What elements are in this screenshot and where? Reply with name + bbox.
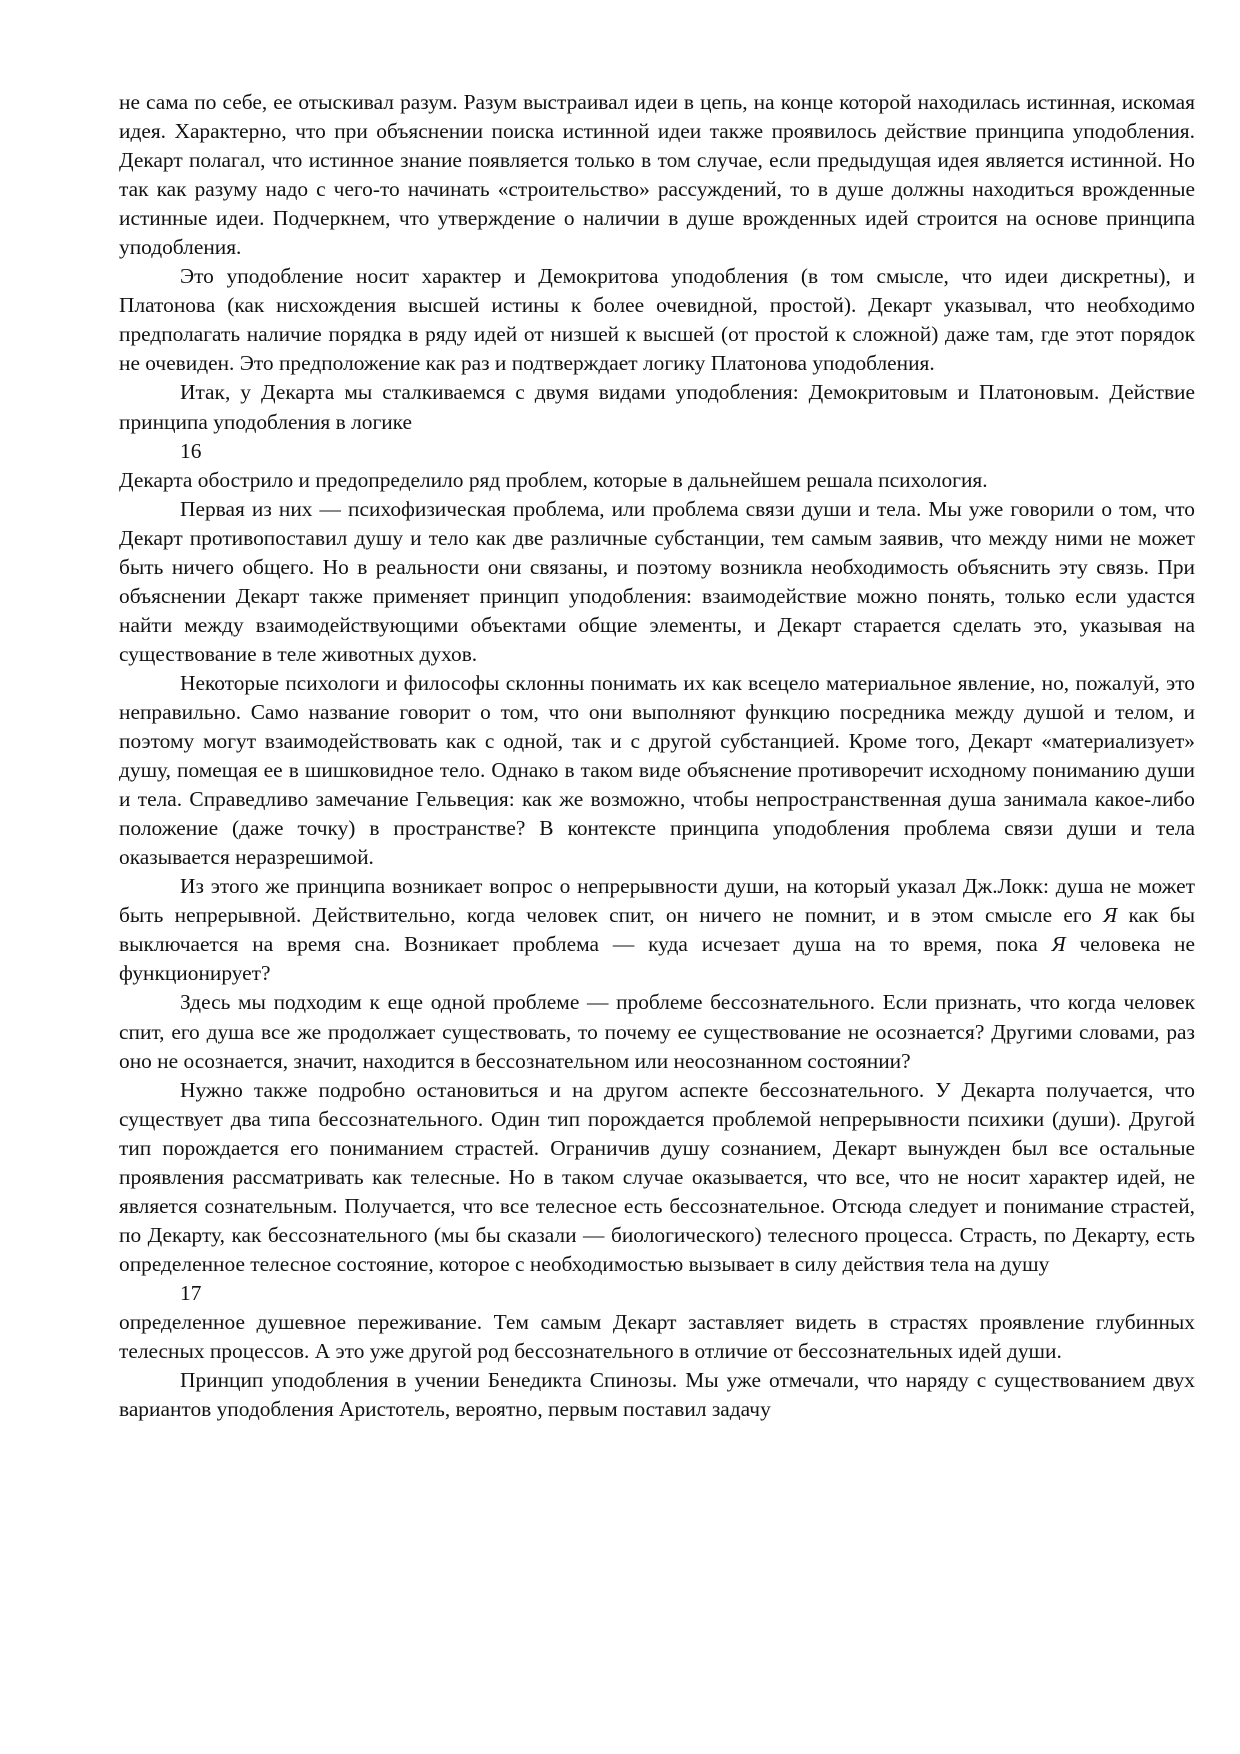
italic-ya: Я bbox=[1103, 903, 1118, 928]
paragraph-democritus-plato: Это уподобление носит характер и Демокритова уподобления (в том смысле, что идеи дискретны), и Платонова (как нисхождения высшей истины к более очевидной, простой). Декарт указывал, что необходимо предполагать наличие порядка в ряду идей от низшей к высшей (от простой к сложной) даже там, где этот порядок не очевиден. Это предположение как раз и подтверждает логику Платонова уподобления. bbox=[119, 264, 1195, 376]
page-number-17: 17 bbox=[180, 1280, 202, 1305]
paragraph-unconscious: Здесь мы подходим к еще одной проблеме — проблеме бессознательного. Если признать, что когда человек спит, его душа все же продолжает существовать, то почему ее существование не осознается? Другими словами, раз оно не осознается, значит, находится в бессознательном или неосознанном состоянии? bbox=[119, 990, 1195, 1073]
paragraph-continuity-of-soul bbox=[119, 872, 1195, 988]
italic-ya: Я bbox=[1051, 932, 1066, 957]
text-between-ya: как бы выключается на время сна. Возникает проблема — куда исчезает душа на то время, пока bbox=[119, 903, 1196, 957]
paragraph-two-types-unconscious: Нужно также подробно остановиться и на другом аспекте бессознательного. У Декарта получается, что существует два типа бессознательного. Один тип порождается проблемой непрерывности психики (души). Другой тип порождается его пониманием страстей. Ограничив душу сознанием, Декарт вынужден был все остальные проявления рассматривать как телесные. Но в таком случае оказывается, что все, что не носит характер идей, не является сознательным. Получается, что все телесное есть бессознательное. Отсюда следует и понимание страстей, по Декарту, как бессознательного (мы бы сказали — биологического) телесного процесса. Страсть, по Декарту, есть определенное телесное состояние, которое с необходимостью вызывает в силу действия тела на душу bbox=[119, 1077, 1195, 1276]
text-before-ya-1: Из этого же принципа возникает вопрос о непрерывности души, на который указал Дж.Локк: душа не может быть непрерывной. Действительно, когда человек спит, он ничего не помнит, и в этом смысле его bbox=[119, 874, 1195, 928]
document-page bbox=[119, 88, 1195, 1424]
paragraph-two-kinds: Итак, у Декарта мы сталкиваемся с двумя видами уподобления: Демокритовым и Платоновым. Действие принципа уподобления в логике bbox=[119, 380, 1195, 434]
paragraph-problems-intro: Декарта обострило и предопределило ряд проблем, которые в дальнейшем решала психология. bbox=[119, 467, 988, 492]
page-number-16: 16 bbox=[180, 438, 202, 463]
paragraph-animal-spirits: Некоторые психологи и философы склонны понимать их как всецело материальное явление, но, пожалуй, это неправильно. Само название говорит о том, что они выполняют функцию посредника между душой и телом, и поэтому могут взаимодействовать как с одной, так и с другой субстанцией. Кроме того, Декарт «материализует» душу, помещая ее в шишковидное тело. Однако в таком виде объяснение противоречит исходному пониманию души и тела. Справедливо замечание Гельвеция: как же возможно, чтобы непространственная душа занимала какое-либо положение (даже точку) в пространстве? В контексте принципа уподобления проблема связи души и тела оказывается неразрешимой. bbox=[119, 670, 1195, 870]
text-after-ya-2: человека не функционирует? bbox=[119, 932, 1195, 986]
paragraph-psychophysical-problem: Первая из них — психофизическая проблема, или проблема связи души и тела. Мы уже говорили о том, что Декарт противопоставил душу и тело как две различные субстанции, тем самым заявив, что между ними не может быть ничего общего. Но в реальности они связаны, и поэтому возникла необходимость объяснить эту связь. При объяснении Декарт также применяет принцип уподобления: взаимодействие можно понять, только если удастся найти между взаимодействующими объектами общие элементы, и Декарт старается сделать это, указывая на существование в теле животных духов. bbox=[119, 496, 1195, 666]
paragraph-passions: определенное душевное переживание. Тем самым Декарт заставляет видеть в страстях проявление глубинных телесных процессов. А это уже другой род бессознательного в отличие от бессознательных идей души. bbox=[119, 1309, 1195, 1364]
paragraph-spinoza: Принцип уподобления в учении Бенедикта Спинозы. Мы уже отмечали, что наряду с существованием двух вариантов уподобления Аристотель, вероятно, первым поставил задачу bbox=[119, 1368, 1195, 1422]
paragraph-innate-ideas: не сама по себе, ее отыскивал разум. Разум выстраивал идеи в цепь, на конце которой находилась истинная, искомая идея. Характерно, что при объяснении поиска истинной идеи также проявилось действие принципа уподобления. Декарт полагал, что истинное знание появляется только в том случае, если предыдущая идея является истинной. Но так как разуму надо с чего-то начинать «строительство» рассуждений, то в душе должны находиться врожденные истинные идеи. Подчеркнем, что утверждение о наличии в душе врожденных идей строится на основе принципа уподобления. bbox=[119, 90, 1195, 260]
